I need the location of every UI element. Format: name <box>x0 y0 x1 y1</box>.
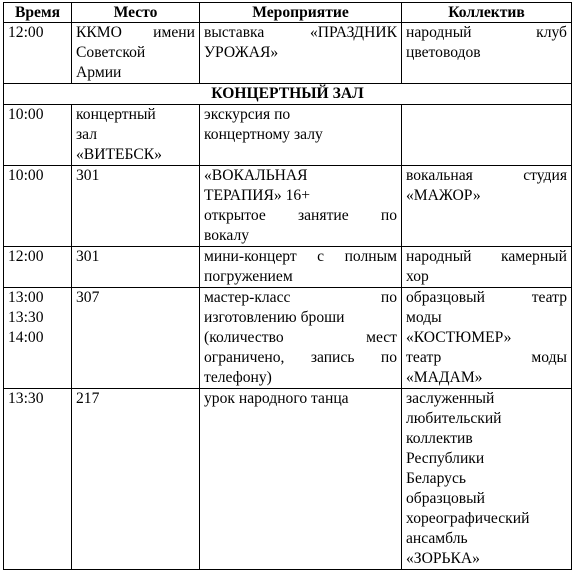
event-line: ограничено, запись по <box>204 349 397 366</box>
place-line: 301 <box>76 248 100 265</box>
time-value: 12:00 <box>8 248 44 265</box>
cell-time <box>4 105 72 166</box>
header-place: Место <box>72 3 200 23</box>
event-line: «ВОКАЛЬНАЯ <box>204 167 308 184</box>
schedule-table <box>3 2 572 570</box>
group-line: образцовый театр <box>406 289 567 306</box>
group-line: «МАЖОР» <box>406 187 481 204</box>
cell-time <box>4 288 72 389</box>
time-value: 13:30 <box>8 309 44 326</box>
group-line: театр моды <box>406 349 567 366</box>
cell-group <box>402 288 572 389</box>
group-line: народный камерный <box>406 248 567 265</box>
place-line: 301 <box>76 167 100 184</box>
table-row <box>4 288 572 389</box>
cell-place <box>72 166 200 247</box>
cell-group <box>402 247 572 288</box>
table-row <box>4 105 572 166</box>
cell-group <box>402 166 572 247</box>
event-line: изготовлению броши <box>204 309 345 326</box>
cell-group <box>402 23 572 84</box>
cell-place <box>72 105 200 166</box>
time-value: 13:30 <box>8 390 44 407</box>
table-row <box>4 166 572 247</box>
section-row <box>4 84 572 105</box>
group-line: «МАДАМ» <box>406 369 483 386</box>
table-row <box>4 389 572 570</box>
group-line: цветоводов <box>406 44 481 61</box>
time-value: 13:00 <box>8 289 44 306</box>
cell-place <box>72 247 200 288</box>
cell-time <box>4 389 72 570</box>
group-line: хореографический <box>406 510 530 527</box>
group-line: образцовый <box>406 490 485 507</box>
event-line: вокалу <box>204 227 250 244</box>
cell-event <box>200 247 402 288</box>
event-line: урок народного танца <box>204 390 349 407</box>
cell-group <box>402 105 572 166</box>
group-line: Республики <box>406 450 485 467</box>
cell-place <box>72 389 200 570</box>
event-line: (количество мест <box>204 329 397 346</box>
event-line: ТЕРАПИЯ» 16+ <box>204 187 310 204</box>
group-line: заслуженный <box>406 390 495 407</box>
cell-group <box>402 389 572 570</box>
event-line: концертному залу <box>204 126 323 143</box>
cell-time <box>4 247 72 288</box>
group-line: народный клуб <box>406 24 567 41</box>
event-line: выставка «ПРАЗДНИК <box>204 24 397 41</box>
event-line: телефону) <box>204 369 272 386</box>
time-value: 10:00 <box>8 106 44 123</box>
group-line: «КОСТЮМЕР» <box>406 329 512 346</box>
place-line: зал <box>76 126 97 143</box>
cell-time <box>4 23 72 84</box>
cell-place <box>72 288 200 389</box>
event-line: погружением <box>204 268 293 285</box>
place-line: ККМО имени <box>76 24 195 41</box>
cell-event <box>200 105 402 166</box>
place-line: концертный <box>76 106 156 123</box>
event-line: открытое занятие по <box>204 207 397 224</box>
time-value: 10:00 <box>8 167 44 184</box>
section-title: КОНЦЕРТНЫЙ ЗАЛ <box>4 84 572 105</box>
group-line: моды <box>406 309 442 326</box>
group-line: коллектив <box>406 430 473 447</box>
time-value: 12:00 <box>8 24 44 41</box>
event-line: УРОЖАЯ» <box>204 44 279 61</box>
group-line: вокальная студия <box>406 167 567 184</box>
event-line: мини-концерт с полным <box>204 248 397 265</box>
cell-event <box>200 23 402 84</box>
group-line: «ЗОРЬКА» <box>406 550 480 567</box>
table-row <box>4 23 572 84</box>
cell-place <box>72 23 200 84</box>
place-line: «ВИТЕБСК» <box>76 146 162 163</box>
place-line: Советской <box>76 44 146 61</box>
place-line: 307 <box>76 289 100 306</box>
table-row <box>4 247 572 288</box>
place-line: 217 <box>76 390 100 407</box>
header-row <box>4 3 572 23</box>
group-line: Беларусь <box>406 470 466 487</box>
cell-event <box>200 389 402 570</box>
cell-event <box>200 166 402 247</box>
cell-event <box>200 288 402 389</box>
event-line: экскурсия по <box>204 106 291 123</box>
group-line: хор <box>406 268 429 285</box>
time-value: 14:00 <box>8 329 44 346</box>
cell-time <box>4 166 72 247</box>
group-line: любительский <box>406 410 502 427</box>
header-group: Коллектив <box>402 3 572 23</box>
event-line: мастер-класс по <box>204 289 397 306</box>
place-line: Армии <box>76 64 122 81</box>
group-line: ансамбль <box>406 530 468 547</box>
header-event: Мероприятие <box>200 3 402 23</box>
header-time: Время <box>4 3 72 23</box>
